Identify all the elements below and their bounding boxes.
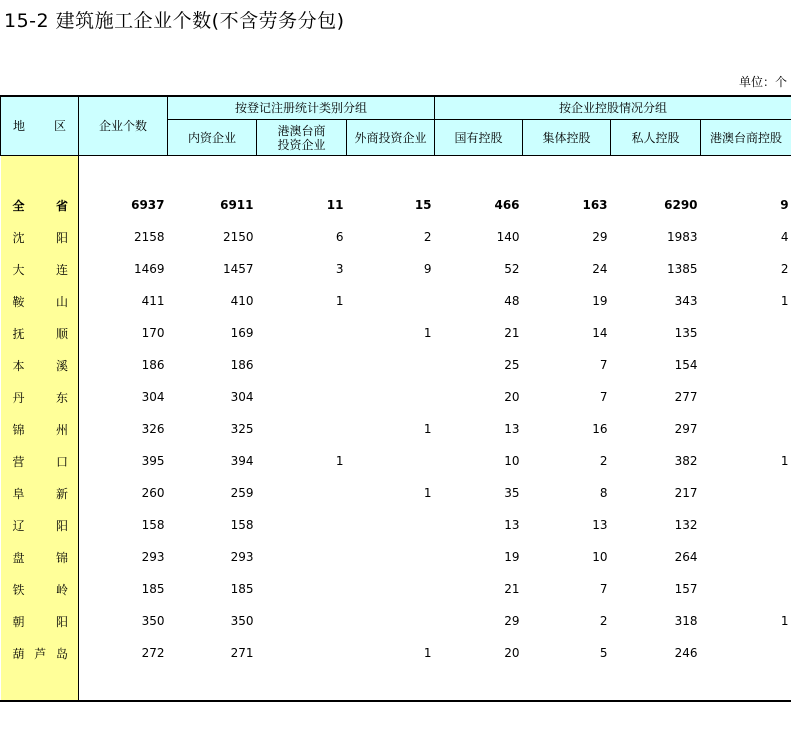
- hmt-holding-cell: [701, 381, 791, 413]
- total-cell: 293: [141, 550, 165, 564]
- region-name-cell: [1, 285, 79, 317]
- hmt-cell: [257, 381, 347, 413]
- region-name-char: 阳: [55, 230, 68, 245]
- total-cell: 186: [141, 358, 165, 372]
- hmt-cell: 6: [335, 230, 344, 244]
- state-holding-cell: 52: [504, 262, 520, 276]
- table-row: [1, 413, 791, 445]
- foreign-cell: [347, 349, 435, 381]
- table-row: [1, 477, 791, 509]
- total-cell: 1469: [133, 262, 165, 276]
- domestic-cell: 158: [230, 518, 254, 532]
- region-name-cell: [1, 189, 79, 221]
- total-cell: 326: [141, 422, 165, 436]
- private-holding-cell: 157: [674, 582, 698, 596]
- domestic-cell: 304: [230, 390, 254, 404]
- hmt-holding-cell: 1: [780, 454, 789, 468]
- table-row: [1, 541, 791, 573]
- collective-holding-header: 集体控股: [523, 120, 611, 156]
- domestic-cell: 6911: [220, 198, 254, 212]
- region-name-char: 沈: [12, 230, 25, 245]
- state-holding-cell: 21: [504, 326, 520, 340]
- hmt-cell: [257, 509, 347, 541]
- private-holding-cell: 264: [674, 550, 698, 564]
- hmt-holding-cell: [701, 477, 791, 509]
- domestic-cell: 325: [230, 422, 254, 436]
- region-name-char: 芦: [34, 646, 47, 661]
- region-name-char: 岭: [55, 582, 68, 597]
- foreign-cell: 1: [423, 326, 432, 340]
- foreign-cell: 1: [423, 646, 432, 660]
- hmt-holding-header: 港澳台商控股: [701, 120, 791, 156]
- hmt-holding-cell: [701, 317, 791, 349]
- total-cell: 260: [141, 486, 165, 500]
- domestic-cell: 394: [230, 454, 254, 468]
- region-header-char: 地: [13, 119, 26, 133]
- hmt-holding-cell: [701, 637, 791, 669]
- hmt-holding-cell: [701, 509, 791, 541]
- region-name-cell: [1, 541, 79, 573]
- domestic-cell: 271: [230, 646, 254, 660]
- region-name-char: 全: [12, 198, 25, 213]
- table-row: [1, 573, 791, 605]
- table-row: [1, 285, 791, 317]
- state-holding-cell: 13: [504, 518, 520, 532]
- hmt-header-line2: 投资企业: [277, 137, 326, 152]
- collective-holding-cell: 7: [599, 358, 608, 372]
- foreign-cell: [347, 285, 435, 317]
- state-holding-cell: 29: [504, 614, 520, 628]
- domestic-cell: 259: [230, 486, 254, 500]
- region-name-char: 抚: [12, 326, 25, 341]
- state-holding-cell: 25: [504, 358, 520, 372]
- private-holding-cell: 382: [674, 454, 698, 468]
- hmt-holding-cell: [701, 573, 791, 605]
- region-name-char: 锦: [12, 422, 25, 437]
- region-name-char: 阳: [55, 614, 68, 629]
- total-cell: 170: [141, 326, 165, 340]
- private-holding-cell: 246: [674, 646, 698, 660]
- total-cell: 158: [141, 518, 165, 532]
- table-row: [1, 189, 791, 221]
- region-name-char: 溪: [55, 358, 68, 373]
- region-header-char: 区: [53, 119, 66, 133]
- hmt-cell: [257, 349, 347, 381]
- region-name-cell: [1, 573, 79, 605]
- collective-holding-cell: 7: [599, 390, 608, 404]
- state-holding-cell: 20: [504, 646, 520, 660]
- state-holding-cell: 140: [496, 230, 520, 244]
- private-holding-cell: 318: [674, 614, 698, 628]
- region-name-cell: [1, 477, 79, 509]
- hmt-holding-cell: 4: [780, 230, 789, 244]
- private-holding-cell: 1983: [666, 230, 698, 244]
- region-name-char: 铁: [12, 582, 25, 597]
- foreign-cell: [347, 605, 435, 637]
- foreign-cell: [347, 541, 435, 573]
- foreign-cell: [347, 445, 435, 477]
- total-cell: 411: [141, 294, 165, 308]
- region-name-char: 丹: [12, 390, 25, 405]
- hmt-cell: 1: [335, 454, 344, 468]
- foreign-investment-header: 外商投资企业: [347, 120, 435, 156]
- collective-holding-cell: 8: [599, 486, 608, 500]
- hmt-cell: [257, 317, 347, 349]
- foreign-cell: 9: [423, 262, 432, 276]
- region-cell-empty: [1, 669, 79, 701]
- region-name-char: 口: [55, 454, 68, 469]
- table-row: [1, 381, 791, 413]
- state-holding-cell: 10: [504, 454, 520, 468]
- table-row: [1, 637, 791, 669]
- region-name-cell: [1, 413, 79, 445]
- hmt-cell: [257, 413, 347, 445]
- region-name-char: 阳: [55, 518, 68, 533]
- region-name-char: 盘: [12, 550, 25, 565]
- state-holding-cell: 19: [504, 550, 520, 564]
- foreign-cell: [347, 381, 435, 413]
- hmt-cell: [257, 541, 347, 573]
- region-name-char: 岛: [55, 646, 68, 661]
- domestic-cell: 186: [230, 358, 254, 372]
- total-cell: 272: [141, 646, 165, 660]
- enterprise-count-table: [0, 95, 791, 701]
- collective-holding-cell: 2: [599, 454, 608, 468]
- region-name-char: 东: [55, 390, 68, 405]
- domestic-cell: 169: [230, 326, 254, 340]
- collective-holding-cell: 7: [599, 582, 608, 596]
- region-name-char: 大: [12, 262, 25, 277]
- foreign-cell: 1: [423, 486, 432, 500]
- region-name-cell: [1, 637, 79, 669]
- foreign-cell: [347, 573, 435, 605]
- state-holding-cell: 35: [504, 486, 520, 500]
- collective-holding-cell: 19: [592, 294, 608, 308]
- foreign-cell: 2: [423, 230, 432, 244]
- region-name-cell: [1, 221, 79, 253]
- state-holding-cell: 466: [494, 198, 520, 212]
- hmt-holding-cell: 1: [780, 294, 789, 308]
- enterprise-count-header: 企业个数: [79, 96, 168, 156]
- region-column-header: [1, 96, 79, 156]
- region-name-cell: [1, 317, 79, 349]
- region-name-char: 新: [55, 486, 68, 501]
- collective-holding-cell: 2: [599, 614, 608, 628]
- collective-holding-cell: 13: [592, 518, 608, 532]
- table-bottom-rule: [0, 700, 791, 702]
- region-name-char: 连: [55, 262, 68, 277]
- total-cell: 395: [141, 454, 165, 468]
- hmt-cell: [257, 477, 347, 509]
- table-row: [1, 253, 791, 285]
- holding-group-header: 按企业控股情况分组: [435, 96, 791, 120]
- region-name-char: 本: [12, 358, 25, 373]
- table-row: [1, 605, 791, 637]
- region-name-cell: [1, 349, 79, 381]
- region-name-char: 营: [12, 454, 25, 469]
- total-cell: 185: [141, 582, 165, 596]
- foreign-cell: 15: [414, 198, 432, 212]
- private-holding-cell: 217: [674, 486, 698, 500]
- table-row: [1, 445, 791, 477]
- hmt-holding-cell: [701, 349, 791, 381]
- collective-holding-cell: 14: [592, 326, 608, 340]
- private-holding-cell: 343: [674, 294, 698, 308]
- region-name-char: 葫: [12, 646, 25, 661]
- region-name-char: 鞍: [12, 294, 25, 309]
- domestic-cell: 410: [230, 294, 254, 308]
- collective-holding-cell: 5: [599, 646, 608, 660]
- domestic-header: 内资企业: [168, 120, 257, 156]
- domestic-cell: 2150: [222, 230, 254, 244]
- hmt-cell: [257, 605, 347, 637]
- hmt-cell: 1: [335, 294, 344, 308]
- total-cell: 2158: [133, 230, 165, 244]
- region-name-char: 顺: [55, 326, 68, 341]
- collective-holding-cell: 163: [582, 198, 608, 212]
- collective-holding-cell: 29: [592, 230, 608, 244]
- region-name-cell: [1, 445, 79, 477]
- table-row: [1, 509, 791, 541]
- domestic-cell: 1457: [222, 262, 254, 276]
- region-cell-empty: [1, 156, 79, 190]
- domestic-cell: 293: [230, 550, 254, 564]
- collective-holding-cell: 10: [592, 550, 608, 564]
- domestic-cell: 350: [230, 614, 254, 628]
- region-name-char: 阜: [12, 486, 25, 501]
- total-cell: 350: [141, 614, 165, 628]
- region-name-char: 辽: [12, 518, 25, 533]
- private-holding-cell: 154: [674, 358, 698, 372]
- table-row: [1, 221, 791, 253]
- region-name-cell: [1, 253, 79, 285]
- hmt-cell: 11: [326, 198, 344, 212]
- private-holding-cell: 6290: [664, 198, 698, 212]
- hmt-holding-cell: 2: [780, 262, 789, 276]
- state-holding-cell: 48: [504, 294, 520, 308]
- collective-holding-cell: 16: [592, 422, 608, 436]
- hmt-cell: 3: [335, 262, 344, 276]
- private-holding-cell: 1385: [666, 262, 698, 276]
- private-holding-cell: 135: [674, 326, 698, 340]
- hmt-investment-header: [257, 120, 347, 156]
- region-name-cell: [1, 509, 79, 541]
- region-name-char: 省: [55, 198, 68, 213]
- domestic-cell: 185: [230, 582, 254, 596]
- hmt-cell: [257, 573, 347, 605]
- region-name-cell: [1, 381, 79, 413]
- region-name-char: 州: [55, 422, 68, 437]
- total-cell: 6937: [131, 198, 165, 212]
- region-name-char: 朝: [12, 614, 25, 629]
- hmt-holding-cell: [701, 413, 791, 445]
- table-body: [1, 156, 791, 702]
- collective-holding-cell: 24: [592, 262, 608, 276]
- state-holding-header: 国有控股: [435, 120, 523, 156]
- private-holding-cell: 277: [674, 390, 698, 404]
- page-title: 15-2 建筑施工企业个数(不含劳务分包): [4, 10, 345, 32]
- total-cell: 304: [141, 390, 165, 404]
- region-name-char: 锦: [55, 550, 68, 565]
- foreign-cell: [347, 509, 435, 541]
- table-row: [1, 349, 791, 381]
- state-holding-cell: 13: [504, 422, 520, 436]
- region-name-cell: [1, 605, 79, 637]
- private-holding-cell: 297: [674, 422, 698, 436]
- unit-label: 单位：个: [738, 75, 787, 89]
- state-holding-cell: 21: [504, 582, 520, 596]
- private-holding-cell: 132: [674, 518, 698, 532]
- table-row: [1, 317, 791, 349]
- foreign-cell: 1: [423, 422, 432, 436]
- hmt-holding-cell: 1: [780, 614, 789, 628]
- region-name-char: 山: [55, 294, 68, 309]
- hmt-holding-cell: 9: [780, 198, 789, 212]
- hmt-holding-cell: [701, 541, 791, 573]
- state-holding-cell: 20: [504, 390, 520, 404]
- hmt-header-line1: 港澳台商: [277, 123, 326, 138]
- private-holding-header: 私人控股: [611, 120, 701, 156]
- hmt-cell: [257, 637, 347, 669]
- registration-group-header: 按登记注册统计类别分组: [168, 96, 435, 120]
